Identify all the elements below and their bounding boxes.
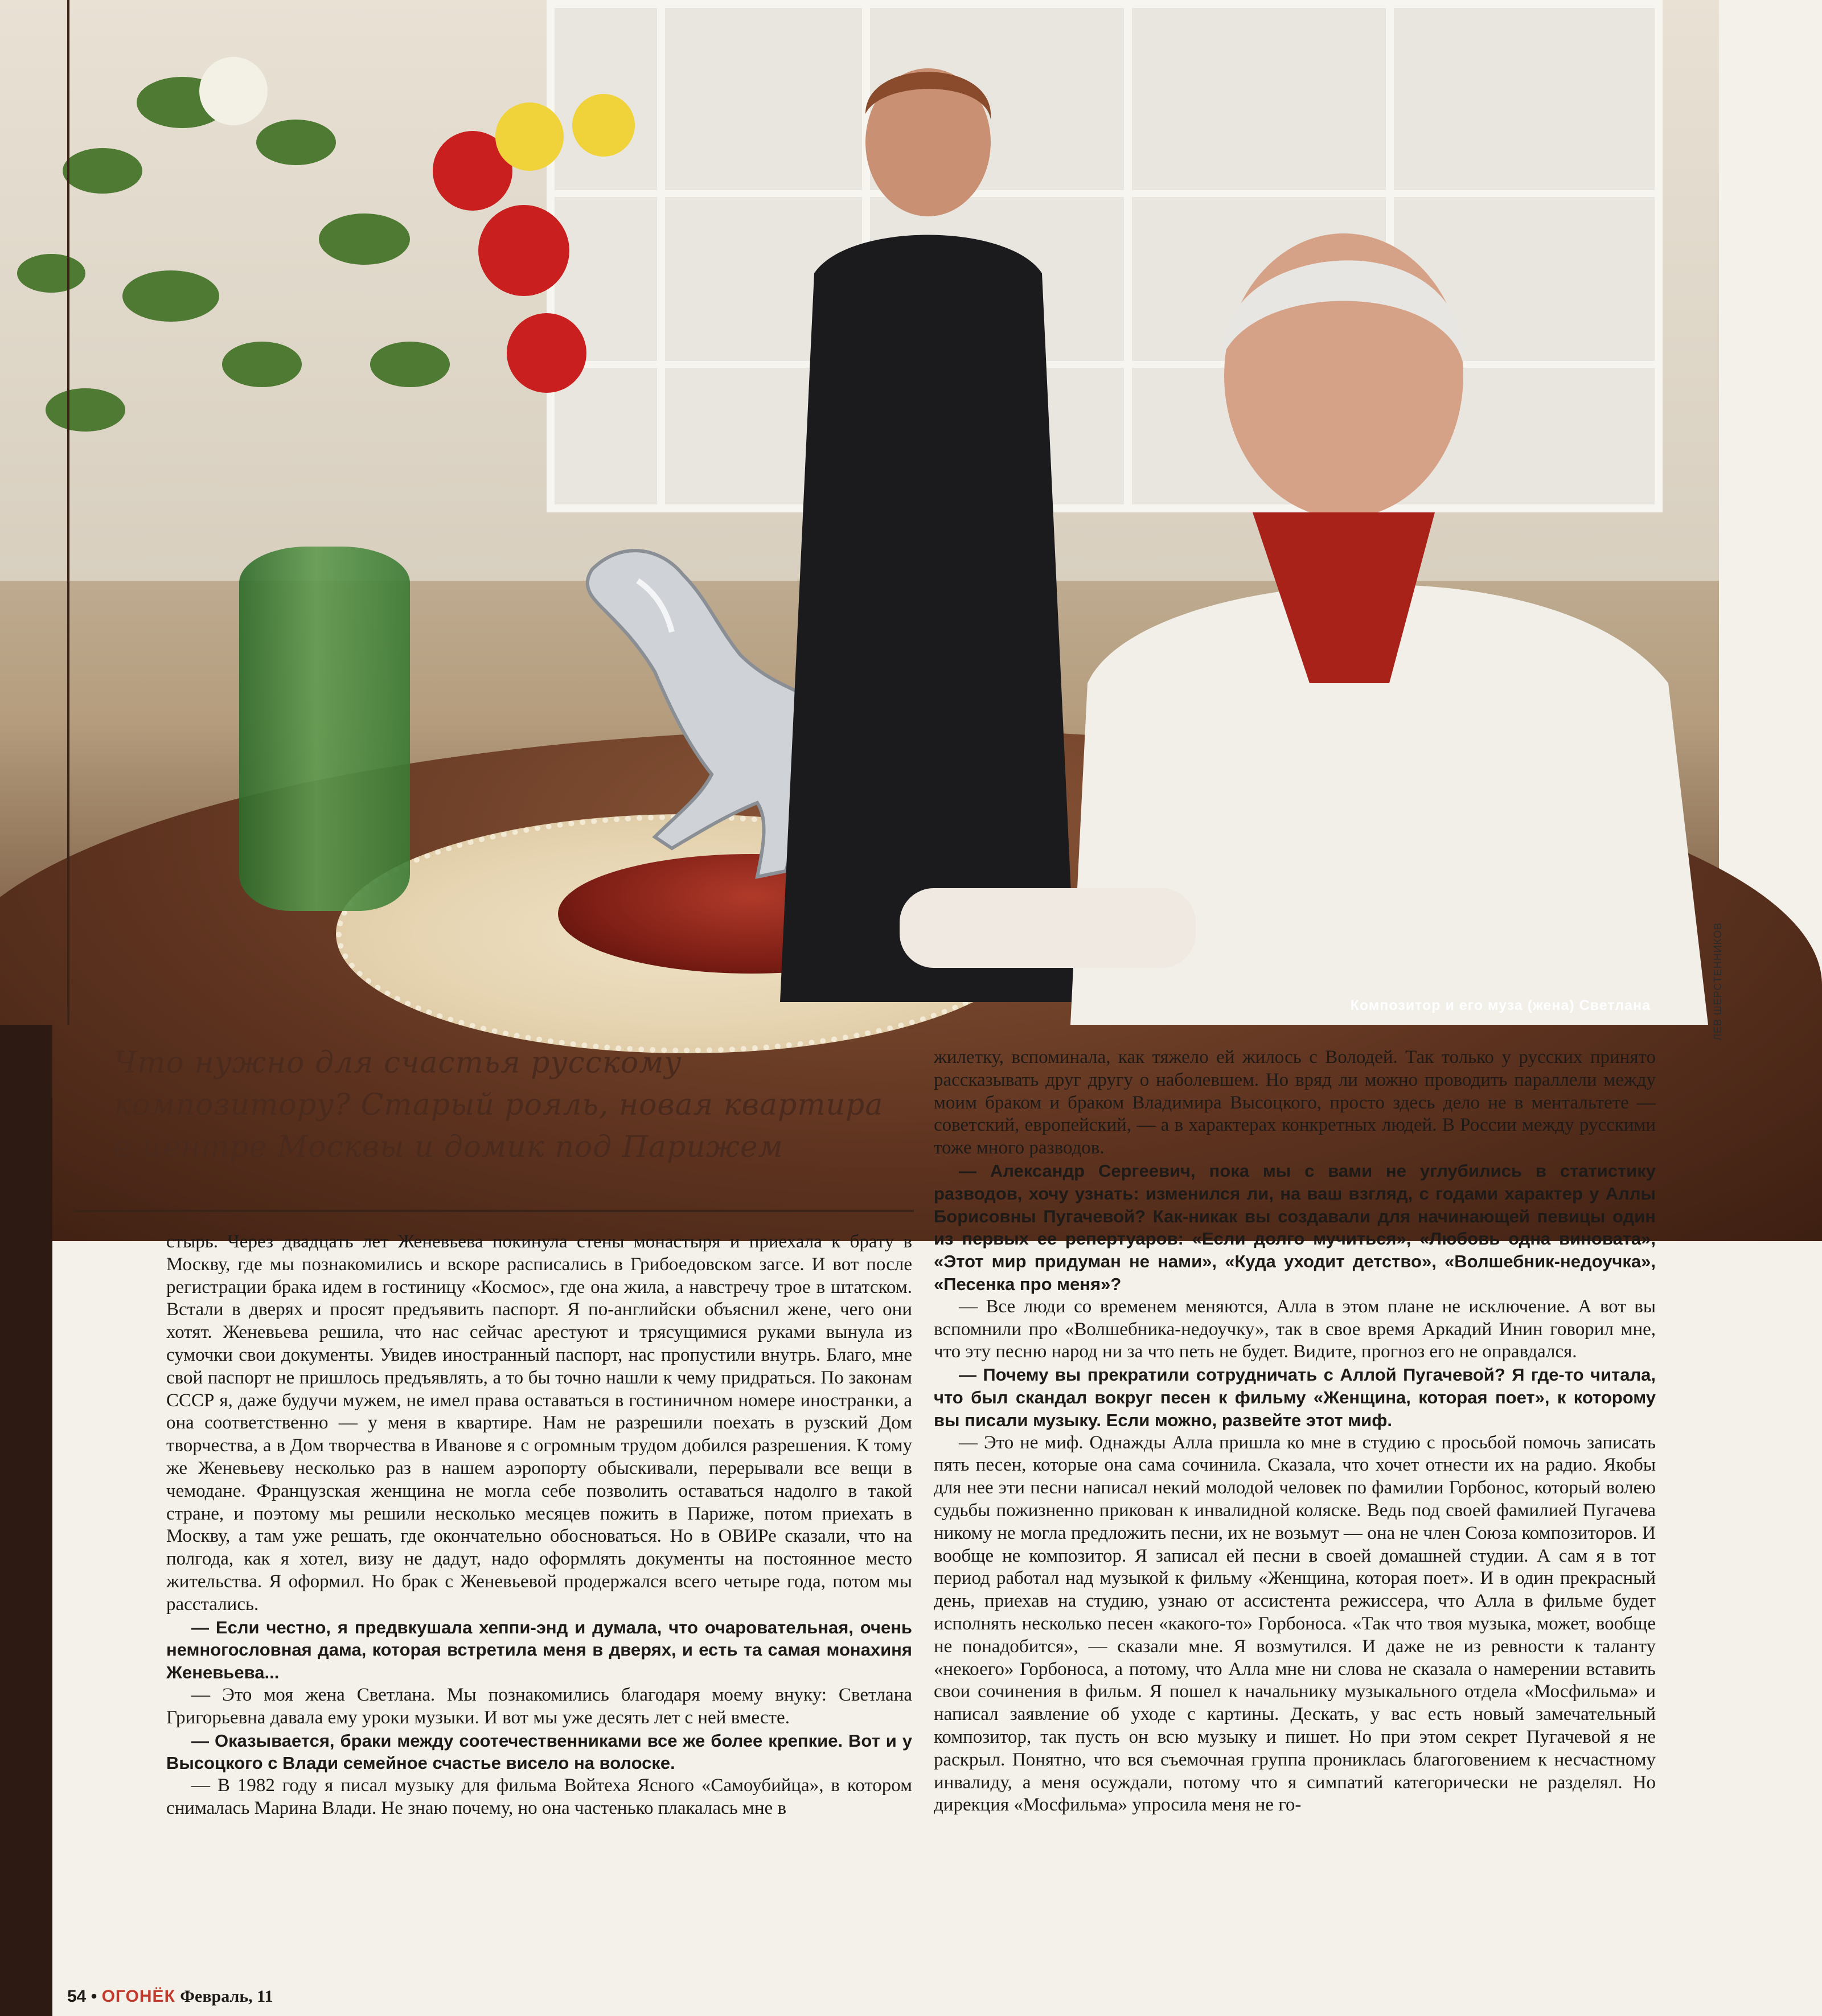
man-figure-icon: [900, 216, 1708, 1025]
article-deck: Что нужно для счастья русскому композитору? Старый рояль, новая квартира в центре Москвы и домик под Парижем: [114, 1046, 884, 1164]
interview-question: — Александр Сергеевич, пока мы с вами не углубились в статистику разводов, хочу узнать: изменился ли, на ваш взгляд, с годами характер у Аллы Борисовны Пугачевой? Как-никак вы создавали для начинающей певицы один из первых ее репертуаров: «Если долго мучиться», «Любовь одна виновата», «Этот мир придуман не нами», «Куда уходит детство», «Волшебник-недоучка», «Песенка про меня»?: [934, 1160, 1656, 1294]
photo-credit: ЛЕВ ШЕРСТЕННИКОВ: [1712, 922, 1723, 1041]
interview-answer: — Это не миф. Однажды Алла пришла ко мне в студию с просьбой помочь записать пять песен, которые она сама сочинила. Сказала, что хочет отнести их на радио. Якобы для нее эти песни написал некий молодой человек по фамилии Горбонос, который волею судьбы пожизненно прикован к инвалидной коляске. Ведь под своей фамилией Пугачева никому не могла предложить песни, их не возьмут — она не член Союза композиторов. И вообще не композитор. Я записал ей песни в своей домашней студии. А сам я в тот период работал над музыкой к фильму «Женщина, которая поет». И в один прекрасный день, приехав на студию, узнаю от ассистента режиссера, что Алла в фильме будет исполнять несколько песен «какого-то» Горбоноса. «Так что твоя музыка, может, вообще не понадобится», — сказали мне. Я возмутился. И даже не из ревности к таланту «некоего» Горбоноса, а потому, что Алла мне ни слова не сказала о намерении вставить свои сочинения в фильм. Я пошел к начальнику музыкального отдела «Мосфильма» и написал заявление об уходе с картины. Дескать, у вас есть новый замечательный композитор, так пусть он всю музыку и пишет. Но при этом секрет Пугачевой я не раскрыл. Понятно, что вся съемочная группа прониклась благоговением к несчастному инвалиду, а меня осуждали, потому что я симпатий категорически не разделял. Но дирекция «Мосфильма» упросила меня не го-: [934, 1432, 1656, 1816]
interview-answer: — Все люди со временем меняются, Алла в этом плане не исключение. А вот вы вспомнили про «Волшебника-недоучку», так в свое время Аркадий Инин говорил мне, что эту песню народ ни за что петь не будет. Видите, прогноз его не оправдался.: [934, 1296, 1656, 1362]
left-column: [166, 1231, 912, 1820]
deck-rule: [74, 1210, 914, 1212]
page-number: 54: [67, 1987, 87, 2006]
photo-caption: Композитор и его муза (жена) Светлана: [1350, 997, 1651, 1013]
interview-answer: — В 1982 году я писал музыку для фильма Войтеха Ясного «Самоубийца», в котором снималась Марина Влади. Не знаю почему, но она частенько плакалась мне в: [166, 1775, 912, 1818]
interview-question: — Если честно, я предвкушала хеппи-энд и думала, что очаровательная, очень немногословная дама, которая встретила меня в дверях, и есть та самая монахиня Женевьева...: [166, 1617, 912, 1683]
photo-vase: [239, 547, 410, 911]
interview-question: — Почему вы прекратили сотрудничать с Аллой Пугачевой? Я где-то читала, что был скандал вокруг песен к фильму «Женщина, которая поет», к которому вы писали музыку. Если можно, развейте этот миф.: [934, 1365, 1656, 1430]
body-paragraph: стырь. Через двадцать лет Женевьева покинула стены монастыря и приехала к брату в Москву, где мы познакомились и вскоре расписались в Грибоедовском загсе. И вот после регистрации брака идем в гостиницу «Космос», где она жила, а навстречу трое в штатском. Встали в дверях и просят предъявить паспорт. Я по-английски объяснил жене, чего они хотят. Женевьева решила, что нас сейчас арестуют и трясущимися руками вынула из сумочки свои документы. Увидев иностранный паспорт, нас пропустили внутрь. Благо, мне свой паспорт не пришлось предъявлять, а то бы точно нашли к чему придраться. По законам СССР я, даже будучи мужем, не имел права оставаться в гостиничном номере иностранки, а она соответственно — у меня в квартире. Нам не разрешили поехать в рузский Дом творчества, а в Дом творчества в Иванове я с огромным трудом добился разрешения. К тому же Женевьеву несколько раз в нашем аэропорту обыскивали, перерывали все вещи в чемодане. Французская женщина не могла себе позволить оставаться надолго в такой стране, и поэтому мы решили несколько месяцев пожить в Париже, потом приехать в Москву, а там уже решать, где окончательно обосноваться. Но в ОВИРе сказали, что на полгода, как я хотел, визу не дадут, надо оформлять документы на постоянное место жительства. Я оформил. Но брак с Женевьевой продержался всего четыре года, потом мы расстались.: [166, 1231, 912, 1615]
interview-question: — Оказывается, браки между соотечественниками все же более крепкие. Вот и у Высоцкого с Влади семейное счастье висело на волоске.: [166, 1730, 912, 1773]
interview-answer: — Это моя жена Светлана. Мы познакомились благодаря моему внуку: Светлана Григорьевна давала ему уроки музыки. И вот мы уже десять лет с ней вместе.: [166, 1684, 912, 1728]
flowers-icon: [0, 0, 626, 598]
magazine-brand: ОГОНЁК: [101, 1987, 175, 2006]
footer-separator: •: [91, 1987, 97, 2006]
page-footer: [67, 1987, 273, 2006]
issue-date: Февраль, 11: [180, 1987, 273, 2006]
left-dark-bar: [0, 1025, 52, 2016]
photo-left-rule: [67, 0, 69, 1025]
right-column: [934, 1046, 1656, 1817]
article-photo: [0, 0, 1723, 1041]
body-paragraph: жилетку, вспоминала, как тяжело ей жилось с Володей. Так только у русских принято рассказывать друг другу о наболевшем. Но вряд ли можно проводить параллели между моим браком и браком Владимира Высоцкого, просто здесь дело не в ментальтете — советский, европейский, — а в характерах конкретных людей. В России между русскими тоже много разводов.: [934, 1047, 1656, 1159]
